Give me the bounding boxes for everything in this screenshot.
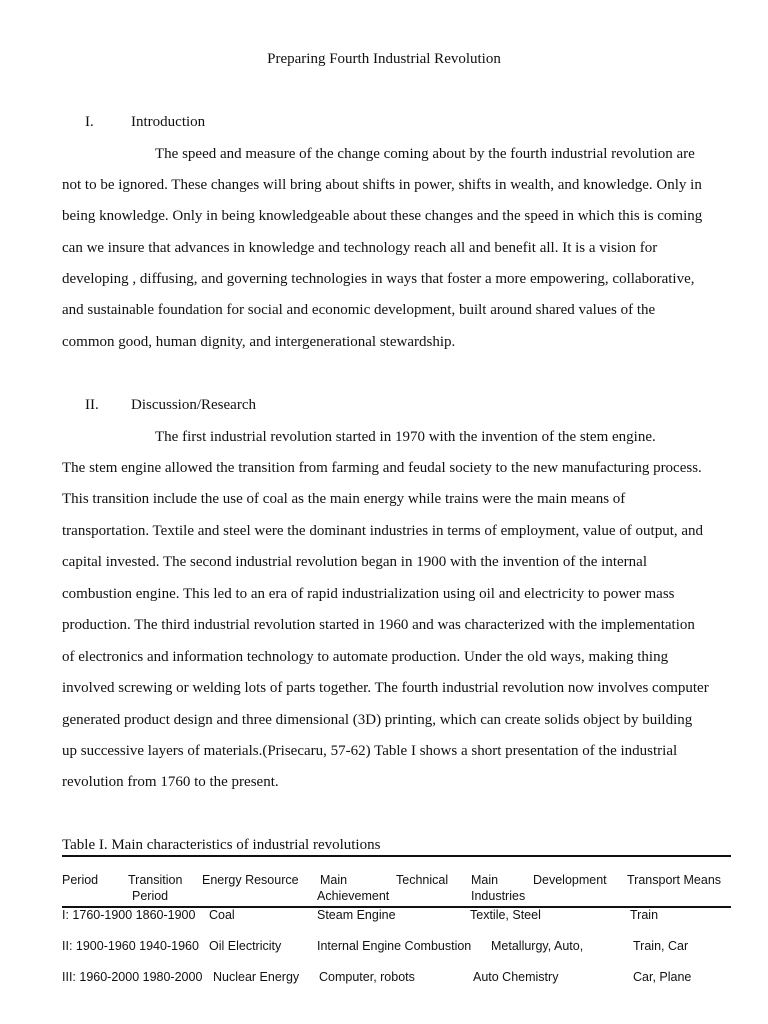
paragraph-line: not to be ignored. These changes will bring about shifts in power, shifts in wealth, and knowledge. Only in (62, 177, 702, 193)
paragraph-line: generated product design and three dimensional (3D) printing, which can create solids object by building (62, 712, 693, 728)
table-cell-technical: Computer, robots (319, 970, 415, 984)
table-cell-transport: Car, Plane (633, 970, 692, 984)
paragraph-line: combustion engine. This led to an era of rapid industrialization using oil and electricity to power mass (62, 586, 675, 602)
header-transition: Transition (128, 873, 183, 887)
header-energy-resource: Energy Resource (202, 873, 299, 887)
paragraph-line: involved screwing or welding lots of parts together. The fourth industrial revolution now involves computer (62, 680, 709, 696)
paragraph-line: The stem engine allowed the transition from farming and feudal society to the new manufacturing process. (62, 460, 702, 476)
table-cell-period: III: 1960-2000 1980-2000 (62, 970, 203, 984)
table-cell-technical: Steam Engine (317, 908, 396, 922)
header-transport-means: Transport Means (627, 873, 722, 887)
paragraph-line: being knowledge. Only in being knowledgeable about these changes and the speed in which this is coming (62, 208, 703, 224)
table-cell-period: I: 1760-1900 1860-1900 (62, 908, 196, 922)
header-development: Development (533, 873, 607, 887)
header-period: Period (62, 873, 99, 887)
table-cell-industries: Auto Chemistry (473, 970, 559, 984)
paragraph-line: developing , diffusing, and governing technologies in ways that foster a more empowering, collaborative, (62, 271, 695, 287)
table-cell-transport: Train, Car (633, 939, 689, 953)
table-cell-industries: Textile, Steel (470, 908, 541, 922)
table-cell-energy: Oil Electricity (209, 939, 282, 953)
section-heading: Introduction (131, 114, 206, 130)
header-technical: Technical (396, 873, 449, 887)
table-caption: Table I. Main characteristics of industrial revolutions (62, 837, 381, 853)
header-transition-period: Period (132, 889, 169, 903)
paragraph-line: production. The third industrial revolution started in 1960 and was characterized with the implementation (62, 617, 695, 633)
paragraph-line: revolution from 1760 to the present. (62, 774, 279, 790)
table-top-rule (62, 855, 731, 857)
table-cell-industries: Metallurgy, Auto, (491, 939, 584, 953)
header-industries: Industries (471, 889, 526, 903)
table-cell-energy: Coal (209, 908, 235, 922)
section-number: II. (85, 397, 99, 413)
paragraph-line: The first industrial revolution started in 1970 with the invention of the stem engine. (155, 429, 656, 445)
paragraph-line: The speed and measure of the change coming about by the fourth industrial revolution are (155, 146, 695, 162)
paragraph-line: up successive layers of materials.(Prisecaru, 57-62) Table I shows a short presentation of the industrial (62, 743, 678, 759)
header-main-industries: Main (471, 873, 499, 887)
table-cell-transport: Train (630, 908, 659, 922)
paragraph-line: This transition include the use of coal as the main energy while trains were the main means of (62, 491, 626, 507)
header-achievement: Achievement (317, 889, 390, 903)
table-cell-period: II: 1900-1960 1940-1960 (62, 939, 199, 953)
document-title: Preparing Fourth Industrial Revolution (267, 51, 501, 67)
paragraph-line: capital invested. The second industrial revolution began in 1900 with the invention of the internal (62, 554, 647, 570)
table-cell-technical: Internal Engine Combustion (317, 939, 472, 953)
paragraph-line: and sustainable foundation for social and economic development, built around shared values of the (62, 302, 656, 318)
paragraph-line: common good, human dignity, and intergenerational stewardship. (62, 334, 456, 350)
section-number: I. (85, 114, 94, 130)
paragraph-line: transportation. Textile and steel were the dominant industries in terms of employment, value of output, and (62, 523, 704, 539)
paragraph-line: of electronics and information technology to automate production. Under the old ways, making thing (62, 649, 669, 665)
table-cell-energy: Nuclear Energy (213, 970, 300, 984)
paragraph-line: can we insure that advances in knowledge and technology reach all and benefit all. It is a vision for (62, 240, 658, 256)
header-main-tech: Main (320, 873, 348, 887)
section-heading: Discussion/Research (131, 397, 256, 413)
